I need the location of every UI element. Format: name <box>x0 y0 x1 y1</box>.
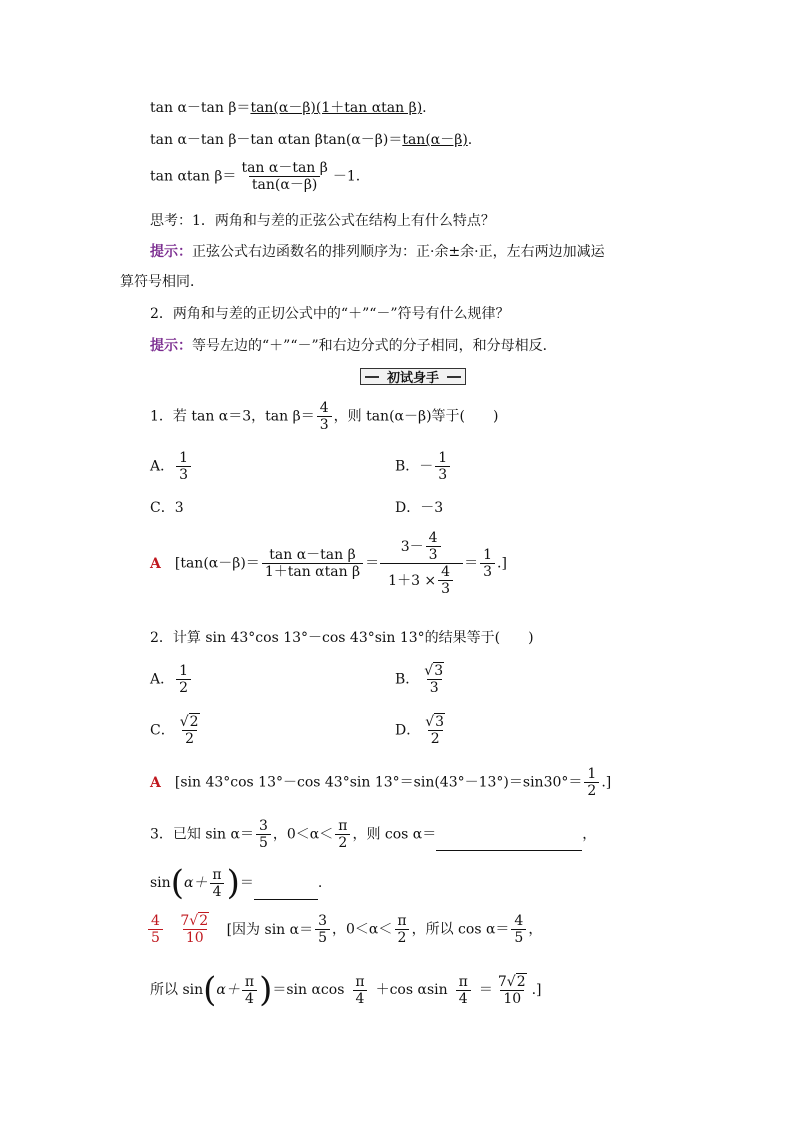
fraction: $\frac{√2}{2}$ <box>179 714 199 747</box>
fraction: $\frac{\pi}{4}$ <box>209 867 224 900</box>
formula-text: －1. <box>332 168 361 185</box>
problem-2-option-a[interactable]: A． $\frac{1}{2}$ <box>150 663 193 696</box>
hint-text: 等号左边的“＋”“－”和右边分式的分子相同，和分母相反． <box>192 338 557 354</box>
hint-text: 正弦公式右边函数名的排列顺序为：正·余±余·正，左右两边加减运 <box>192 244 605 260</box>
fraction: $\frac{7√2}{10}$ <box>497 973 526 1007</box>
fraction: $\frac{3}{5}$ <box>315 913 330 946</box>
formula-text: tan α－tan β＝ <box>150 100 251 116</box>
fraction: $\frac{√3}{2}$ <box>425 714 445 747</box>
problem-2-solution: A [sin 43°cos 13°－cos 43°sin 13°＝sin(43°－13°)＝sin30°＝ $\frac{1}{2}$ .] <box>150 766 612 799</box>
answer-blank-cos[interactable] <box>436 836 582 851</box>
hint-label: 提示： <box>150 338 192 354</box>
compound-fraction: 3－ $\frac{4}{3}$ 1＋3 × $\frac{4}{3}$ <box>380 530 463 597</box>
problem-1-option-b[interactable]: B．－ $\frac{1}{3}$ <box>395 450 452 483</box>
problem-2-option-b[interactable]: B． $\frac{√3}{3}$ <box>395 663 449 696</box>
problem-1-stem: 1．若 tan α＝3，tan β＝ $\frac{4}{3}$ ，则 tan(α－β)等于( ) <box>150 400 499 433</box>
fraction: $\frac{1}{3}$ <box>480 547 495 580</box>
formula-line-2 <box>150 131 472 149</box>
fraction: $\frac{\pi}{4}$ <box>352 974 367 1007</box>
formula-line-1 <box>150 99 427 117</box>
formula-text: tan α－tan β－tan αtan βtan(α－β)＝ <box>150 132 403 148</box>
problem-1-option-a[interactable]: A． $\frac{1}{3}$ <box>150 450 193 483</box>
formula-underlined: tan(α－β)(1＋tan αtan β) <box>250 100 423 116</box>
hint-label: 提示： <box>150 244 192 260</box>
fraction: $\frac{3}{5}$ <box>256 818 271 851</box>
hint-2 <box>150 337 557 355</box>
problem-2-option-c[interactable]: C． $\frac{√2}{2}$ <box>150 714 205 747</box>
think-question-1: 思考：1．两角和与差的正弦公式在结构上有什么特点？ <box>150 213 495 229</box>
formula-text: tan αtan β＝ <box>150 168 237 185</box>
problem-2-stem: 2．计算 sin 43°cos 13°－cos 43°sin 13°的结果等于( ) <box>150 630 534 646</box>
formula-line-3 <box>150 160 360 193</box>
fraction: $\frac{\text{tan α－tan β}}{\text{1＋tan αtan β}}$ <box>262 547 363 580</box>
section-header <box>360 368 466 385</box>
problem-2-option-d[interactable]: D． $\frac{√3}{2}$ <box>395 714 450 747</box>
fraction: $\frac{1}{3}$ <box>176 450 191 483</box>
fraction: $\frac{4}{3}$ <box>317 400 332 433</box>
problem-3-solution-1: $\frac{4}{5}$ $\frac{7√2}{10}$ [因为 sin α＝ $\frac{3}{5}$ ，0＜α＜ $\frac{\pi}{2}$ ，所以 cos α＝ $\frac{4}{5}$ ， <box>146 913 542 946</box>
fraction: $\frac{√3}{3}$ <box>424 663 444 696</box>
problem-3-solution-2: 所以 sin(α＋ $\frac{\pi}{4}$ )＝sin αcos $\frac{\pi}{4}$ ＋cos αsin $\frac{\pi}{4}$ ＝ $\frac{7√2}{10}$ .] <box>150 970 542 1010</box>
problem-1-option-d[interactable]: D．－3 <box>395 500 444 516</box>
fraction: $\frac{\pi}{4}$ <box>456 974 471 1007</box>
answer-fraction: $\frac{4}{5}$ <box>148 913 163 946</box>
hint-1-line-1 <box>150 243 605 261</box>
formula-text: . <box>467 132 473 148</box>
problem-3-stem: 3．已知 sin α＝ $\frac{3}{5}$ ，0＜α＜ $\frac{\pi}{2}$ ，则 cos α＝ ， <box>150 818 597 851</box>
hint-1-line-2: 算符号相同． <box>120 274 204 290</box>
answer-label: A <box>150 774 161 791</box>
fraction: $\frac{1}{2}$ <box>584 766 599 799</box>
formula-text: . <box>422 100 427 116</box>
answer-fraction: $\frac{7√2}{10}$ <box>180 913 209 946</box>
fraction: $\frac{4}{5}$ <box>511 913 526 946</box>
formula-underlined: tan(α－β) <box>402 132 468 148</box>
problem-3-line-2: sin(α＋ $\frac{\pi}{4}$ )＝ . <box>150 863 323 903</box>
answer-label: A <box>150 555 161 572</box>
fraction: $\frac{\text{tan α－tan β}}{\tan(\alpha-\beta)}$ <box>241 160 328 193</box>
think-question-2: 2．两角和与差的正切公式中的“＋”“－”符号有什么规律？ <box>150 306 510 322</box>
fraction: $\frac{\pi}{2}$ <box>394 913 409 946</box>
section-title: 初试身手 <box>386 371 439 386</box>
problem-1-option-c[interactable]: C．3 <box>150 500 184 516</box>
problem-1-solution: A [tan(α－β)＝ $\frac{\text{tan α－tan β}}{\text{1＋tan αtan β}}$ ＝ 3－ $\frac{4}{3}$ 1＋3 × $\frac{4}{3}$ ＝ $\frac{1}{3}$ .] <box>150 530 507 597</box>
fraction: $\frac{1}{3}$ <box>435 450 450 483</box>
fraction: $\frac{1}{2}$ <box>176 663 191 696</box>
fraction: $\frac{\pi}{4}$ <box>242 974 257 1007</box>
answer-blank-sin[interactable] <box>254 885 318 900</box>
fraction: $\frac{\pi}{2}$ <box>335 818 350 851</box>
